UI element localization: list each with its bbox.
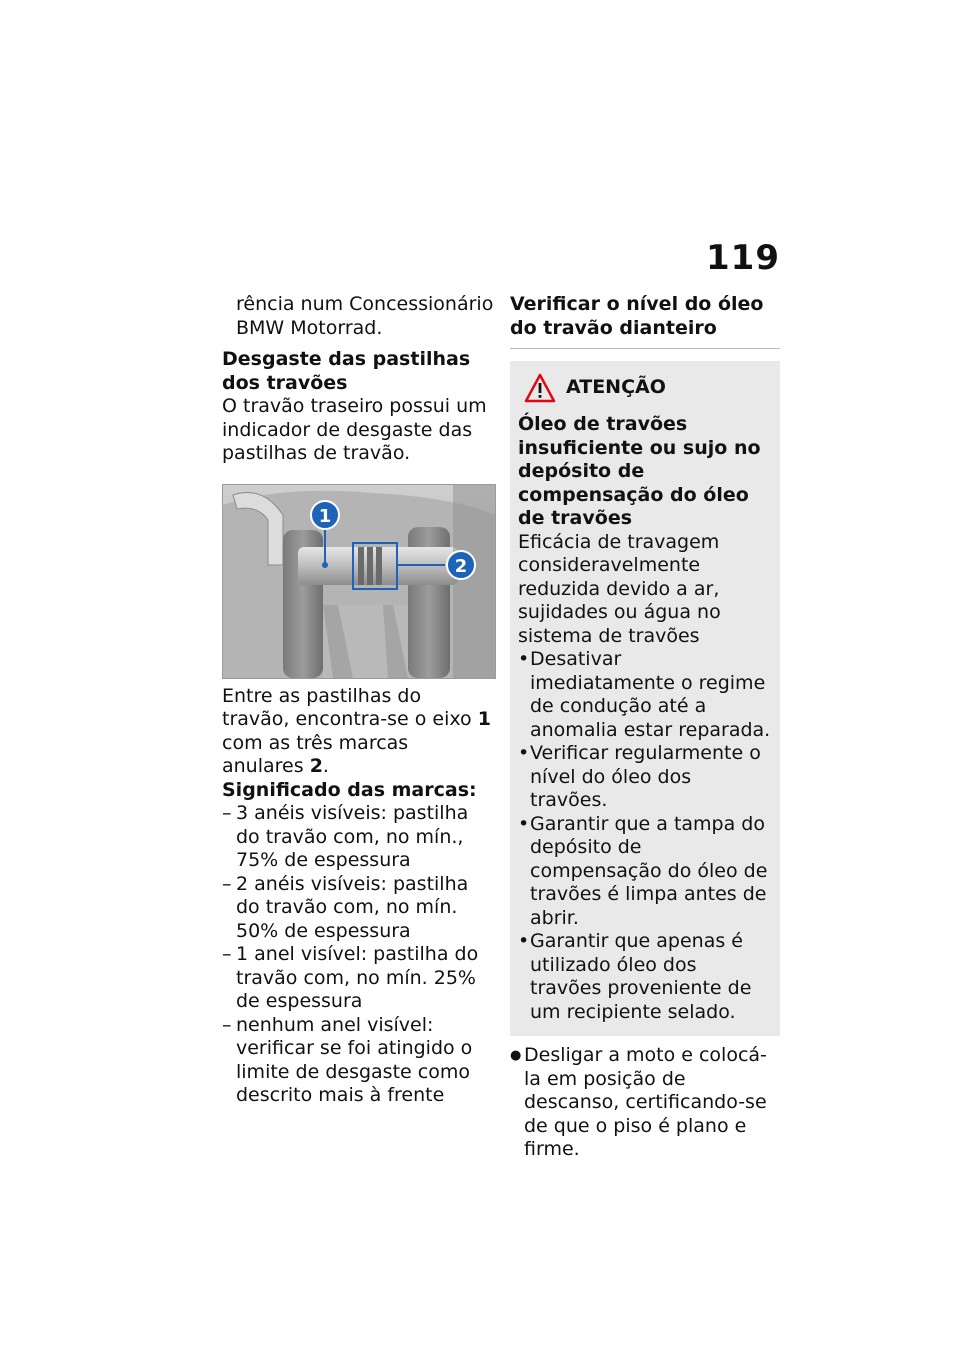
list-item: – nenhum anel visível: verificar se foi atingido o limite de desgaste como descrito mais à frente [222,1014,494,1108]
section-title-brake-pads: Desgaste das pastilhas dos travões [222,348,471,394]
warning-label: ATENÇÃO [566,376,666,399]
warning-subtitle: Óleo de travões insuficiente ou sujo no depósito de compensação do óleo de travões [518,413,761,529]
list-item: – 3 anéis visíveis: pastilha do travão com, no mín., 75% de espessura [222,802,494,873]
section-divider [510,348,780,349]
warning-items [518,648,772,1024]
warning-triangle-icon [524,373,556,403]
figure-caption-middle: com as três marcas anulares [222,731,409,777]
action-list [510,1044,780,1162]
callout-1 [311,501,339,529]
callout-2-label: 2 [454,555,468,577]
brake-caliper-figure [222,484,496,679]
list-item: ● Desligar a moto e colocá-la em posição de descanso, certificando-se de que o piso é plano e firme. [510,1044,780,1162]
figure-caption-ref-1: 1 [477,708,491,730]
marks-title: Significado das marcas: [222,778,477,801]
warning-header [518,373,772,403]
list-item: • Garantir que apenas é utilizado óleo dos travões proveniente de um recipiente selado. [518,930,772,1024]
right-column [510,293,780,1162]
figure-caption-ref-2: 2 [309,755,323,777]
section-body-brake-pads: O travão traseiro possui um indicador de desgaste das pastilhas de travão. [222,395,487,464]
figure-caption [222,685,494,779]
marks-list [222,802,494,1108]
warning-body: Eficácia de travagem consideravelmente reduzida devido a ar, sujidades ou água no sistema de travões [518,530,721,647]
list-item: – 1 anel visível: pastilha do travão com, no mín. 25% de espessura [222,943,494,1014]
section-title-brake-fluid: Verificar o nível do óleo do travão dianteiro [510,293,764,339]
list-item: – 2 anéis visíveis: pastilha do travão com, no mín. 50% de espessura [222,873,494,944]
list-item: • Desativar imediatamente o regime de condução até a anomalia estar reparada. [518,648,772,742]
left-column [222,293,494,1108]
callout-2 [447,551,475,579]
brake-caliper-illustration [223,485,495,678]
figure-caption-end: . [322,755,329,777]
list-item: • Verificar regularmente o nível do óleo dos travões. [518,742,772,813]
warning-box [510,361,780,1036]
page-number: 119 [706,238,780,278]
callout-1-label: 1 [318,505,332,527]
figure-caption-before: Entre as pastilhas do travão, encontra-se o eixo [222,684,472,730]
list-item: • Garantir que a tampa do depósito de compensação do óleo de travões é limpa antes de abrir. [518,813,772,931]
intro-continuation: rência num Concessionário BMW Motorrad. [236,293,494,339]
